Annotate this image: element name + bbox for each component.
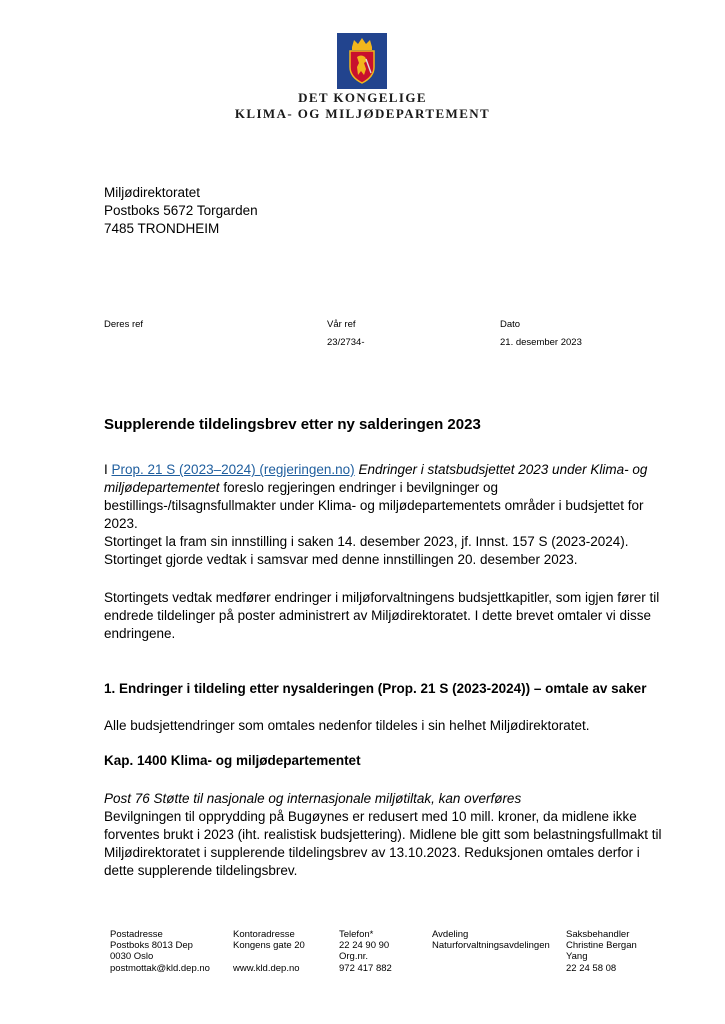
footer-avdeling — [432, 929, 550, 951]
footer-telefon — [339, 929, 392, 974]
paragraph-intro — [104, 461, 664, 533]
paragraph-budsjettendringer: Alle budsjettendringer som omtales nedenfor tildeles i sin helhet Miljødirektoratet. — [104, 718, 590, 733]
footer-label: Postadresse — [110, 929, 163, 940]
section-1-heading: 1. Endringer i tildeling etter nysalderingen (Prop. 21 S (2023-2024)) – omtale av saker — [104, 681, 647, 696]
footer-website: www.kld.dep.no — [233, 962, 300, 974]
footer-value: Postboks 8013 Dep — [110, 940, 193, 952]
footer-kontoradresse — [233, 929, 305, 974]
footer-value: Kongens gate 20 — [233, 940, 305, 952]
dato-label: Dato — [500, 319, 521, 330]
footer-label: Org.nr. — [339, 951, 369, 963]
footer-value: 972 417 882 — [339, 962, 392, 974]
var-ref-label: Vår ref — [327, 319, 356, 330]
footer-value: 22 24 90 90 — [339, 940, 390, 952]
footer-value: Naturforvaltningsavdelingen — [432, 940, 550, 952]
recipient-name: Miljødirektoratet — [104, 185, 201, 200]
var-ref-value: 23/2734- — [327, 337, 365, 348]
recipient-city: 7485 TRONDHEIM — [104, 221, 220, 236]
coat-of-arms-logo — [337, 33, 387, 89]
footer-value: 0030 Oslo — [110, 951, 154, 963]
footer-saksbehandler — [566, 929, 637, 974]
prop-link[interactable]: Prop. 21 S (2023–2024) (regjeringen.no) — [111, 462, 355, 477]
intro-italic-title: Endringer i statsbudsjettet 2023 under Klima- og miljødepartementet — [104, 462, 648, 495]
intro-prefix: I — [104, 462, 112, 477]
footer-postadresse — [110, 929, 210, 974]
deres-ref-label: Deres ref — [104, 319, 144, 330]
footer-label: Saksbehandler — [566, 929, 630, 940]
letter-title: Supplerende tildelingsbrev etter ny salderingen 2023 — [104, 416, 481, 433]
paragraph-innstilling: Stortinget la fram sin innstilling i saken 14. desember 2023, jf. Innst. 157 S (2023-2024). Stortinget gjorde vedtak i samsvar med denne innstillingen 20. desember 2023. — [104, 534, 629, 567]
dato-value: 21. desember 2023 — [500, 337, 582, 348]
footer-label: Kontoradresse — [233, 929, 295, 940]
footer-value: 22 24 58 08 — [566, 962, 617, 974]
footer-label: Avdeling — [432, 929, 469, 940]
post-76-heading: Post 76 Støtte til nasjonale og internasjonale miljøtiltak, kan overføres — [104, 791, 522, 806]
footer-value: Yang — [566, 951, 588, 963]
ministry-name-line2: KLIMA- OG MILJØDEPARTEMENT — [234, 106, 491, 121]
footer-value — [233, 951, 305, 962]
recipient-postbox: Postboks 5672 Torgarden — [104, 203, 258, 218]
kap-1400-heading: Kap. 1400 Klima- og miljødepartementet — [104, 753, 361, 768]
footer-email: postmottak@kld.dep.no — [110, 962, 210, 974]
footer-value: Christine Bergan — [566, 940, 637, 952]
recipient-address — [104, 184, 258, 238]
footer-label: Telefon* — [339, 929, 374, 940]
paragraph-vedtak: Stortingets vedtak medfører endringer i miljøforvaltningens budsjettkapitler, som igjen fører til endrede tildelinger på poster administrert av Miljødirektoratet. I dette brevet omtaler vi disse endringene. — [104, 590, 660, 641]
intro-rest: foreslo regjeringen endringer i bevilgninger og bestillings-/tilsagnsfullmakter under Klima- og miljødepartementets områder i budsjettet for 2023. — [104, 480, 644, 531]
ministry-name-line1: DET KONGELIGE — [298, 90, 427, 105]
paragraph-bugoynes: Bevilgningen til opprydding på Bugøynes er redusert med 10 mill. kroner, da midlene ikke forventes brukt i 2023 (iht. realistisk budsjettering). Midlene ble gitt som belastningsfullmakt til Miljødirektoratet i supplerende tildelingsbrev av 13.10.2023. Reduksjonen omtales derfor i dette supplerende tildelingsbrev. — [104, 809, 662, 878]
